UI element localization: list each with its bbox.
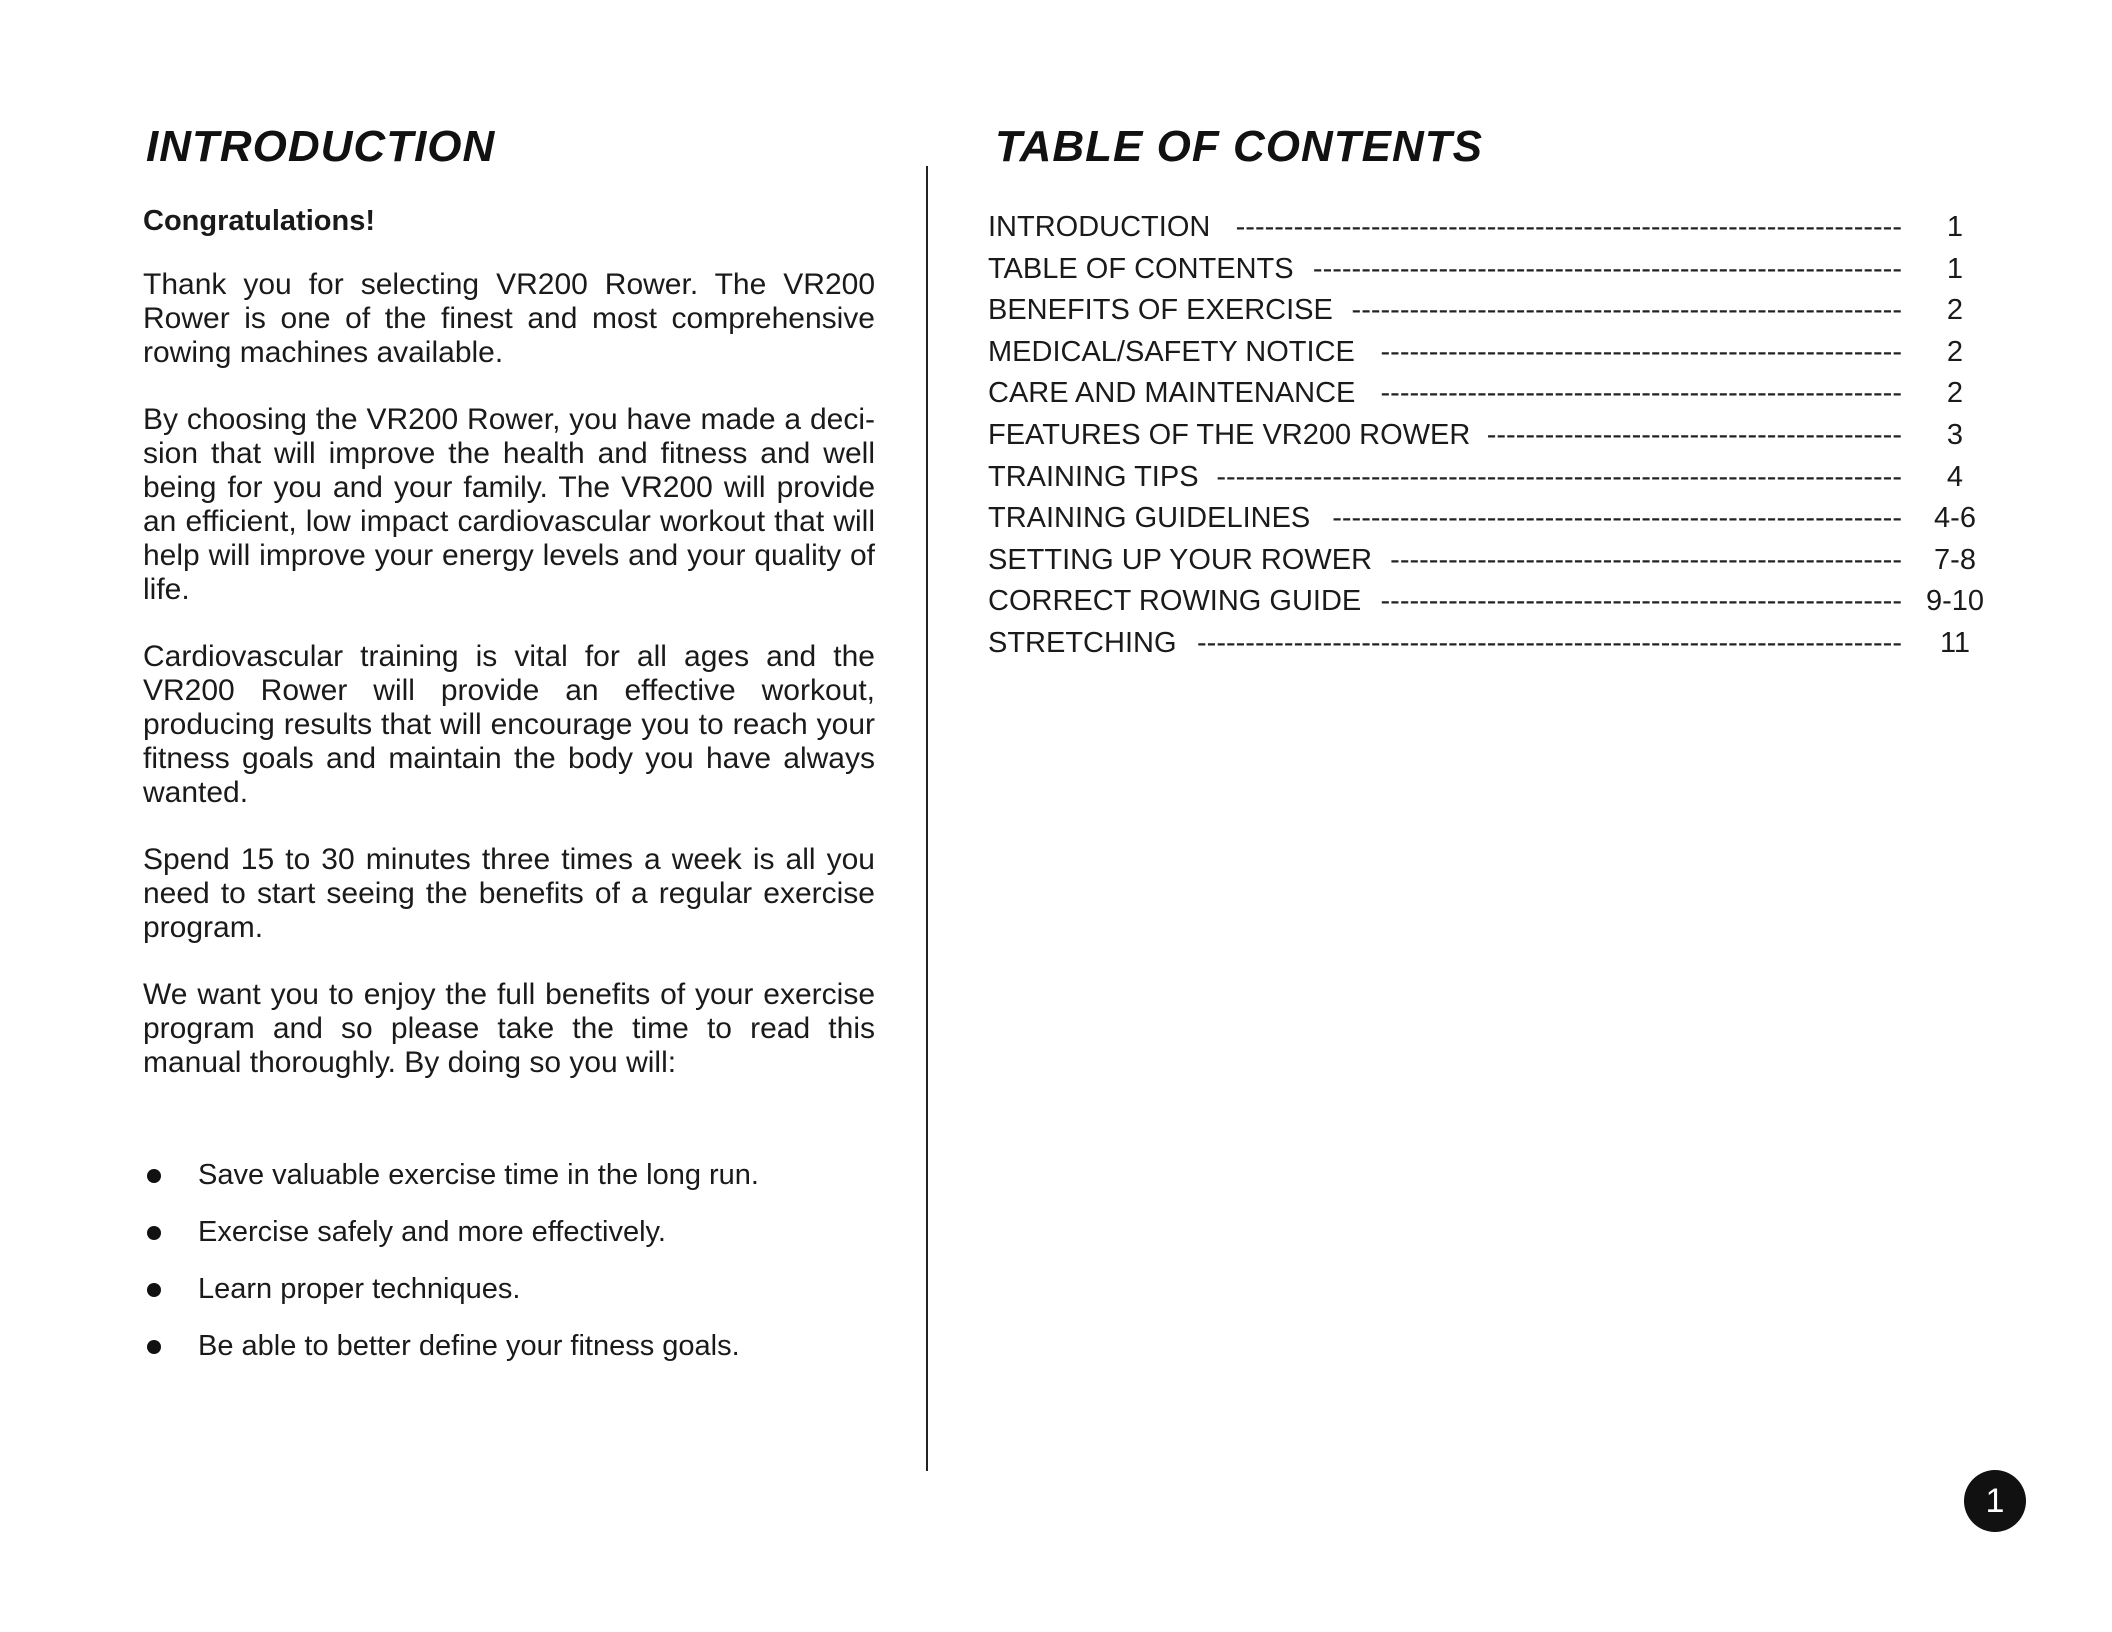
toc-entry-label: FEATURES OF THE VR200 ROWER	[988, 418, 1471, 451]
toc-entry[interactable]	[988, 540, 1998, 582]
toc-entry-page: 4-6	[1934, 502, 1976, 535]
toc-entry[interactable]	[988, 249, 1998, 291]
toc-leader: -------------------------------------------------------------------------	[1197, 626, 1902, 659]
toc-leader: -------------------------------------------------------------	[1312, 252, 1902, 285]
toc-entry-label: BENEFITS OF EXERCISE	[988, 294, 1333, 327]
introduction-section	[143, 204, 875, 1113]
column-divider	[926, 166, 928, 1471]
toc-entry[interactable]	[988, 415, 1998, 457]
toc-entry-label: CARE AND MAINTENANCE	[988, 377, 1356, 410]
bullet-dot-icon	[147, 1169, 161, 1183]
bullet-item	[143, 1215, 903, 1272]
toc-entry[interactable]	[988, 373, 1998, 415]
toc-heading: TABLE OF CONTENTS	[995, 122, 1483, 171]
toc-leader: -------------------------------------------	[1486, 418, 1902, 451]
toc-leader: ------------------------------------------------------	[1380, 335, 1902, 368]
intro-paragraph-4: Spend 15 to 30 minutes three times a week is all you need to start seeing the benefits of a regular exercise program.	[143, 843, 875, 944]
intro-paragraph-2: By choosing the VR200 Rower, you have made a deci- sion that will improve the health and fitness and well being for you and your family. The VR200 will provide an efficient, low impact cardiovascular workout that will help will improve your energy levels and your quality of life.	[143, 403, 875, 606]
toc-entry[interactable]	[988, 457, 1998, 499]
toc-entry-page: 1	[1946, 252, 1964, 285]
toc-leader: -----------------------------------------------------	[1390, 543, 1902, 576]
bullet-item	[143, 1272, 903, 1329]
toc-leader: ---------------------------------------------------------------------	[1235, 211, 1902, 243]
bullet-item	[143, 1158, 903, 1215]
intro-paragraph-1: Thank you for selecting VR200 Rower. The VR200 Rower is one of the finest and most comprehensive rowing machines available.	[143, 268, 875, 369]
toc-entry-page: 1	[1946, 211, 1964, 243]
toc-entry-page: 2	[1946, 335, 1964, 368]
intro-paragraph-3: Cardiovascular training is vital for all ages and the VR200 Rower will provide an effective workout, producing results that will encourage you to reach your fitness goals and maintain the body you have always wanted.	[143, 640, 875, 809]
bullet-dot-icon	[147, 1283, 161, 1297]
bullet-item	[143, 1329, 903, 1386]
toc-entry-page: 9-10	[1925, 585, 1985, 618]
toc-leader: ------------------------------------------------------	[1380, 585, 1902, 618]
page-number-badge: 1	[1964, 1470, 2026, 1532]
toc-entry-page: 4	[1946, 460, 1964, 493]
toc-entry-label: TRAINING GUIDELINES	[988, 502, 1311, 535]
toc-entry-page: 3	[1946, 418, 1964, 451]
toc-entry[interactable]	[988, 623, 1998, 665]
toc-entry-label: CORRECT ROWING GUIDE	[988, 585, 1362, 618]
introduction-heading: INTRODUCTION	[146, 122, 496, 171]
bullet-text: Be able to better define your fitness goals.	[198, 1330, 740, 1362]
toc-entry-label: STRETCHING	[988, 626, 1177, 659]
toc-leader: -----------------------------------------------------------------------	[1216, 460, 1902, 493]
toc-leader: -----------------------------------------------------------	[1332, 502, 1902, 535]
toc-entry[interactable]	[988, 332, 1998, 374]
bullet-text: Save valuable exercise time in the long run.	[198, 1159, 759, 1191]
toc-leader: ------------------------------------------------------	[1380, 377, 1902, 410]
toc-entry-page: 2	[1946, 377, 1964, 410]
greeting: Congratulations!	[143, 205, 375, 237]
toc-leader: ---------------------------------------------------------	[1351, 294, 1902, 327]
toc-entry-label: MEDICAL/SAFETY NOTICE	[988, 335, 1355, 368]
toc-list	[988, 207, 1998, 665]
toc-entry-page: 11	[1939, 626, 1971, 659]
bullet-dot-icon	[147, 1340, 161, 1354]
intro-paragraph-5: We want you to enjoy the full benefits of your exercise program and so please take the time to read this manual thoroughly. By doing so you will:	[143, 978, 875, 1079]
toc-entry-label: TABLE OF CONTENTS	[988, 252, 1294, 285]
toc-entry-page: 7-8	[1934, 543, 1976, 576]
toc-entry[interactable]	[988, 207, 1998, 249]
toc-entry[interactable]	[988, 290, 1998, 332]
toc-entry-label: INTRODUCTION	[988, 211, 1211, 243]
toc-entry-label: SETTING UP YOUR ROWER	[988, 543, 1373, 576]
toc-entry-label: TRAINING TIPS	[988, 460, 1199, 493]
benefits-bullet-list	[143, 1158, 903, 1386]
bullet-text: Learn proper techniques.	[198, 1273, 521, 1305]
toc-entry[interactable]	[988, 581, 1998, 623]
toc-entry[interactable]	[988, 498, 1998, 540]
bullet-dot-icon	[147, 1226, 161, 1240]
bullet-text: Exercise safely and more effectively.	[198, 1216, 666, 1248]
toc-entry-page: 2	[1946, 294, 1964, 327]
